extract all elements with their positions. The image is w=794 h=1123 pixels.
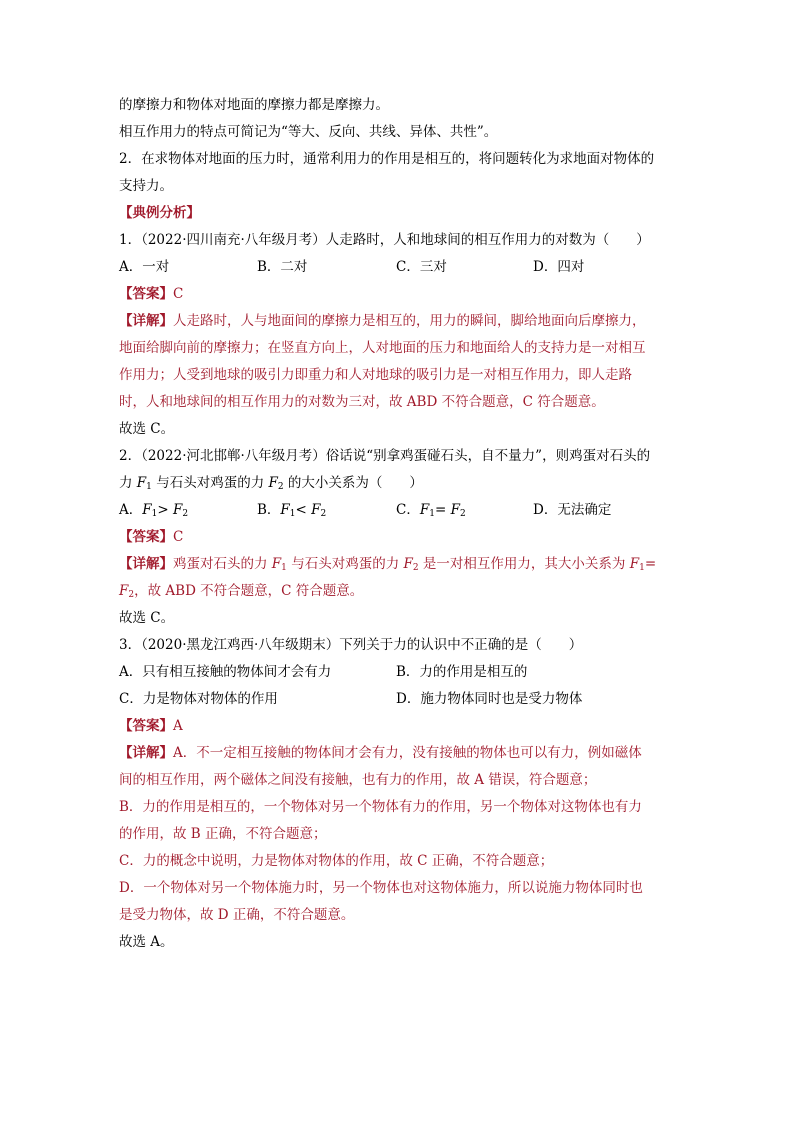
q3-answer-value: A	[173, 718, 183, 734]
q3-detail-line-1: 【详解】A．不一定相互接触的物体间才会有力，没有接触的物体也可以有力，例如磁体	[119, 745, 642, 761]
q1-option-a: A．一对	[119, 259, 170, 275]
q3-detail-line-2: 间的相互作用，两个磁体之间没有接触，也有力的作用，故 A 错误，符合题意；	[119, 772, 597, 788]
answer-label: 【答案】	[119, 286, 173, 302]
q2-detail-line-2: $F_2$，故 ABD 不符合题意，C 符合题意。	[119, 583, 364, 600]
q3-stem: 3．（2020·黑龙江鸡西·八年级期末）下列关于力的认识中不正确的是（ ）	[119, 637, 583, 653]
q3-option-c: C．力是物体对物体的作用	[119, 691, 278, 707]
intro-line-4: 支持力。	[119, 178, 173, 194]
q1-detail-line-2: 地面给脚向前的摩擦力；在竖直方向上，人对地面的压力和地面给人的支持力是一对相互	[119, 340, 646, 356]
q1-answer	[119, 281, 694, 308]
section-label: 【典例分析】	[119, 205, 200, 221]
q3-conclusion: 故选 A。	[119, 934, 174, 950]
intro-line-3: 2．在求物体对地面的压力时，通常利用力的作用是相互的，将问题转化为求地面对物体的	[119, 151, 655, 167]
q2-option-c: C．$F_1= F_2$	[396, 502, 466, 519]
q1-detail-line-1: 【详解】人走路时，人与地面间的摩擦力是相互的，用力的瞬间，脚给地面向后摩擦力，	[119, 313, 646, 329]
q2-option-a: A．$F_1> F_2$	[119, 502, 189, 519]
q1-answer-value: C	[173, 286, 184, 302]
q2-stem-line-1: 2．（2022·河北邯郸·八年级月考）俗话说“别拿鸡蛋碰石头，自不量力”，则鸡蛋对石头的	[119, 448, 651, 464]
q1-option-d: D．四对	[533, 259, 585, 275]
q1-stem: 1．（2022·四川南充·八年级月考）人走路时，人和地球间的相互作用力的对数为（ ）	[119, 232, 650, 248]
q3-answer: 【答案】A	[119, 718, 183, 734]
q3-detail-line-6: D．一个物体对另一个物体施力时，另一个物体也对这物体施力，所以说施力物体同时也	[119, 880, 643, 896]
intro-line-2: 相互作用力的特点可简记为“等大、反向、共线、异体、共性”。	[119, 124, 498, 140]
q1-detail-line-3: 作用力；人受到地球的吸引力即重力和人对地球的吸引力是一对相互作用力，即人走路	[119, 367, 632, 383]
q3-detail-line-7: 是受力物体，故 D 正确，不符合题意。	[119, 907, 355, 923]
q3-option-b: B．力的作用是相互的	[396, 664, 528, 680]
q1-options	[119, 254, 694, 281]
q2-option-d: D．无法确定	[533, 502, 612, 518]
q3-detail-line-4: 的作用，故 B 正确，不符合题意；	[119, 826, 327, 842]
q1-option-c: C．三对	[396, 259, 447, 275]
q3-option-a: A．只有相互接触的物体间才会有力	[119, 664, 332, 680]
q2-answer-value: C	[173, 529, 184, 545]
q3-option-d: D．施力物体同时也是受力物体	[396, 691, 583, 707]
q2-option-b: B．$F_1< F_2$	[257, 502, 327, 519]
q2-detail-line-1: 【详解】鸡蛋对石头的力 $F_1$ 与石头对鸡蛋的力 $F_2$ 是一对相互作用力，其大小关系为 $F_1=$	[119, 556, 657, 573]
q2-answer: 【答案】C	[119, 529, 184, 545]
detail-label: 【详解】	[119, 313, 173, 329]
intro-line-1: 的摩擦力和物体对地面的摩擦力都是摩擦力。	[119, 97, 389, 113]
q3-options-row-2	[119, 686, 694, 713]
q2-stem-line-2: 力 $F_1$ 与石头对鸡蛋的力 $F_2$ 的大小关系为（ ）	[119, 475, 423, 492]
q3-detail-line-3: B．力的作用是相互的，一个物体对另一个物体有力的作用，另一个物体对这物体也有力	[119, 799, 642, 815]
q2-conclusion: 故选 C。	[119, 610, 175, 626]
q1-detail-line-4: 时，人和地球间的相互作用力的对数为三对，故 ABD 不符合题意，C 符合题意。	[119, 394, 605, 410]
q1-conclusion: 故选 C。	[119, 421, 175, 437]
q3-options-row-1	[119, 659, 694, 686]
q1-option-b: B．二对	[257, 259, 308, 275]
q2-options	[119, 497, 694, 524]
q3-detail-line-5: C．力的概念中说明，力是物体对物体的作用，故 C 正确，不符合题意；	[119, 853, 554, 869]
